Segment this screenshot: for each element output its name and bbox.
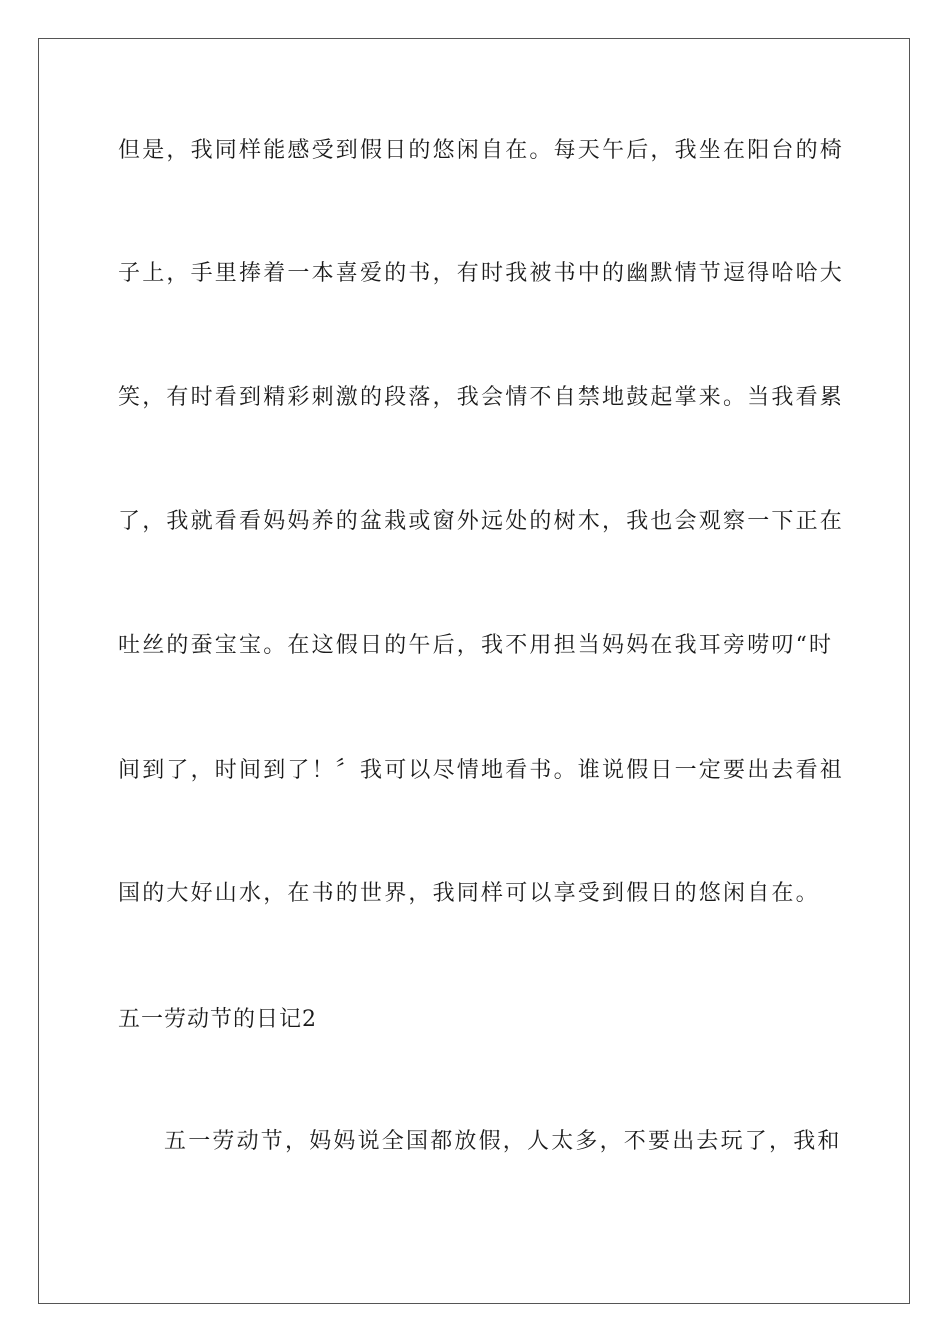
paragraph-line: 吐丝的蚕宝宝。在这假日的午后，我不用担当妈妈在我耳旁唠叨“时 [118,633,834,658]
paragraph-line: 了，我就看看妈妈养的盆栽或窗外远处的树木，我也会观察一下正在 [118,509,845,534]
paragraph-line: 子上，手里捧着一本喜爱的书，有时我被书中的幽默情节逗得哈哈大 [118,261,845,286]
paragraph-line: 国的大好山水，在书的世界，我同样可以享受到假日的悠闲自在。 [118,881,820,906]
page-frame [38,38,910,1304]
section-heading: 五一劳动节的日记2 [118,1007,317,1032]
paragraph-line: 笑，有时看到精彩刺激的段落，我会情不自禁地鼓起掌来。当我看累 [118,385,845,410]
paragraph-line: 间到了，时间到了！〞我可以尽情地看书。谁说假日一定要出去看祖 [118,758,845,783]
paragraph-line: 五一劳动节，妈妈说全国都放假，人太多，不要出去玩了，我和 [164,1129,842,1154]
paragraph-line: 但是，我同样能感受到假日的悠闲自在。每天午后，我坐在阳台的椅 [118,138,845,163]
